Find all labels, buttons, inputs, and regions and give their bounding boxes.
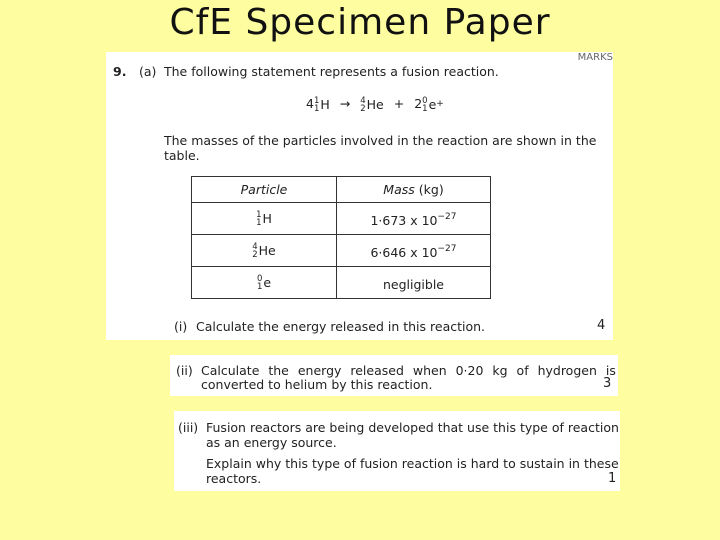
question-part-ii-panel: [170, 355, 618, 396]
table-header-row: [192, 177, 491, 203]
masses-intro-line1: The masses of the particles involved in the reaction are shown in the: [164, 133, 597, 148]
part-i-text: Calculate the energy released in this reaction.: [196, 319, 486, 334]
arrow-icon: →: [339, 96, 351, 111]
table-row: [192, 235, 491, 267]
part-iii-line3: Explain why this type of fusion reaction is hard to sustain in these: [206, 456, 619, 471]
part-i-marks: 4: [597, 318, 606, 333]
positron-nuclide: 0 1 e +: [422, 95, 444, 114]
reaction-statement: The following statement represents a fusion reaction.: [164, 64, 499, 79]
particle-mass-table: [191, 176, 491, 299]
mass-cell: 6·646 x $10^{-27}$: [337, 235, 491, 267]
part-ii-label: (ii): [176, 363, 193, 378]
part-i-label: (i): [174, 319, 188, 334]
part-iii-marks: 1: [608, 471, 617, 486]
particle-cell: 1 1 H: [192, 203, 337, 235]
table-row: [192, 203, 491, 235]
question-number: 9.: [113, 64, 127, 79]
question-9a-panel: [106, 52, 613, 340]
marks-column-header: MARKS: [577, 52, 613, 63]
positron-coefficient: 2: [414, 96, 423, 111]
fusion-equation: [306, 96, 444, 113]
plus-sign: +: [393, 96, 405, 111]
helium-nuclide: 4 2 He: [360, 95, 384, 114]
mass-column-header: Mass (kg): [337, 177, 491, 203]
mass-cell: negligible: [337, 267, 491, 299]
part-iii-label: (iii): [178, 420, 199, 435]
hydrogen-nuclide: 1 1 H: [313, 95, 330, 114]
part-ii-line1: Calculate the energy released when 0·20 kg of hydrogen is: [201, 363, 616, 378]
part-iii-line2: as an energy source.: [206, 435, 337, 450]
part-ii-marks: 3: [603, 376, 612, 391]
mass-cell: 1·673 x $10^{-27}$: [337, 203, 491, 235]
question-part-iii-panel: [174, 411, 620, 491]
particle-cell: 0 1 e: [192, 267, 337, 299]
particle-cell: 4 2 He: [192, 235, 337, 267]
particle-column-header: Particle: [192, 177, 337, 203]
masses-intro-line2: table.: [164, 148, 200, 163]
slide-title: CfE Specimen Paper: [169, 2, 551, 43]
part-iii-line4: reactors.: [206, 471, 262, 486]
part-ii-line2: converted to helium by this reaction.: [201, 377, 433, 392]
part-label: (a): [139, 64, 157, 79]
table-row: [192, 267, 491, 299]
part-iii-line1: Fusion reactors are being developed that use this type of reaction: [206, 420, 619, 435]
hydrogen-coefficient: 4: [306, 96, 314, 111]
